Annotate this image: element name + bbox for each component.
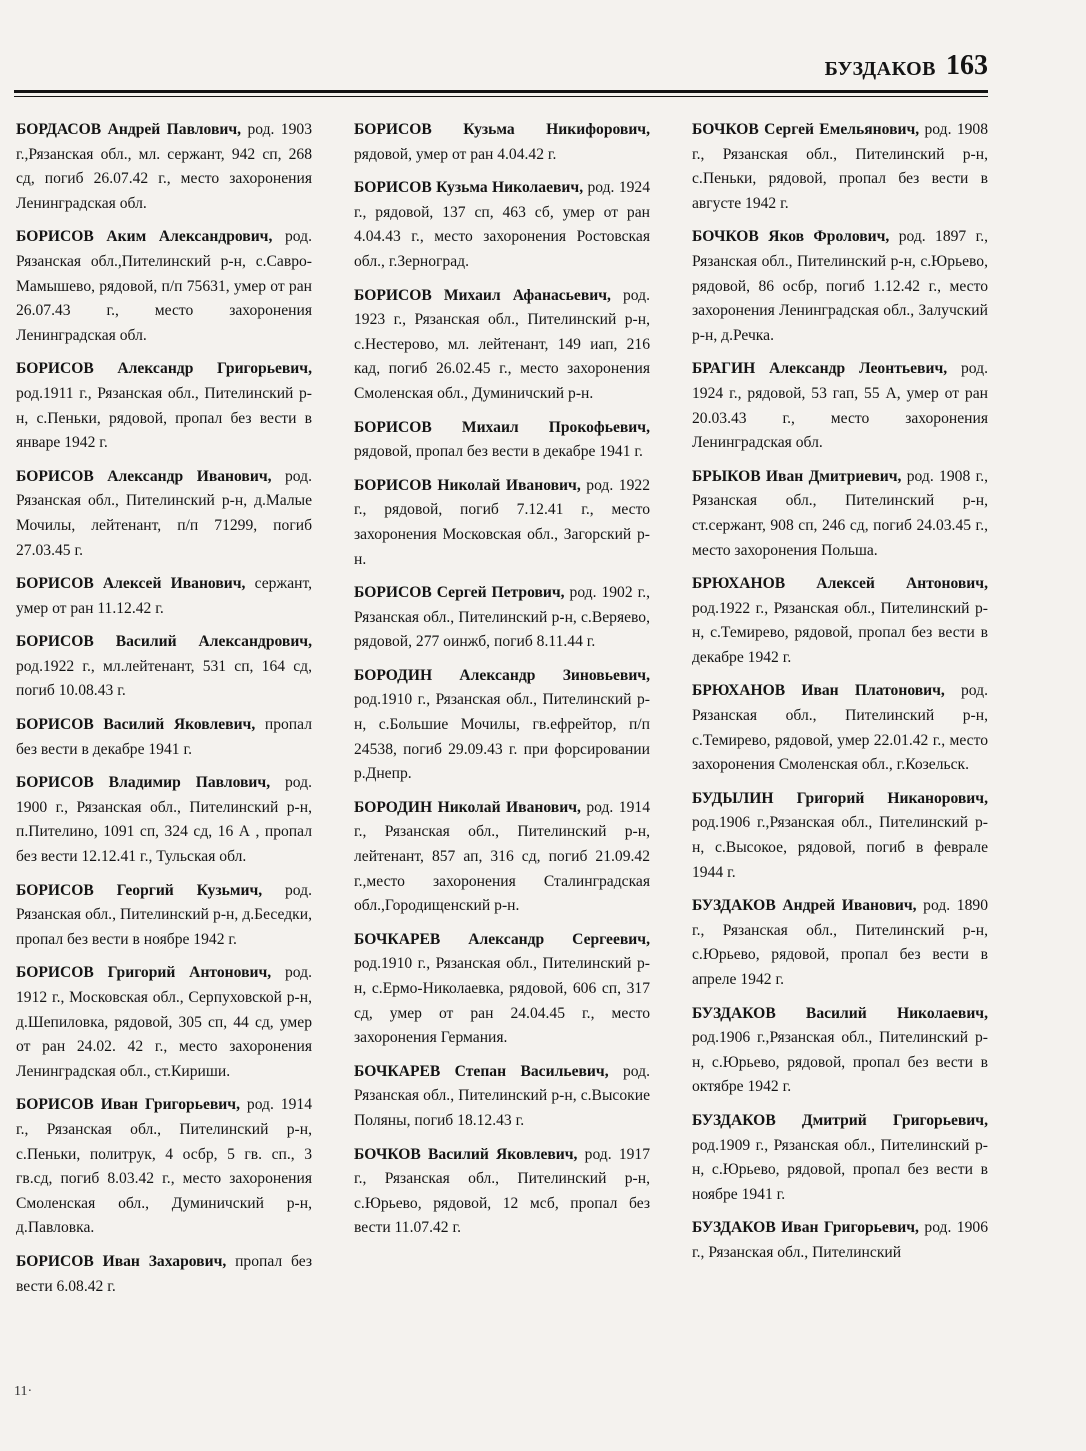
entry-name: БОРИСОВ Кузьма Никифорович, — [354, 121, 650, 138]
entry-text: род. 1903 г.,Рязанская обл., мл. сержант, 942 сп, 268 сд, погиб 26.07.42 г., место захоронения Ленинградская обл. — [16, 121, 312, 212]
entry-text: род.1909 г., Рязанская обл., Пителинский р-н, с.Юрьево, рядовой, пропал без вести в ноябре 1941 г. — [692, 1136, 988, 1203]
entry-name: БОРИСОВ Василий Яковлевич, — [16, 716, 256, 734]
text-columns — [16, 118, 988, 1358]
entry-text: род.1910 г., Рязанская обл., Пителинский р-н, с.Большие Мочилы, гв.ефрейтор, п/п 24538, погиб 29.09.43 г. при форсировании р.Днепр. — [354, 691, 650, 783]
entry-name: БРЮХАНОВ Алексей Антонович, — [692, 575, 988, 593]
entry-name: БОРИСОВ Михаил Прокофьевич, — [354, 418, 650, 436]
entry-name: БОРДАСОВ Андрей Павлович, — [16, 121, 242, 138]
entry-name: БОЧКАРЕВ Степан Васильевич, — [354, 1062, 609, 1080]
entry — [692, 894, 988, 992]
entry — [16, 572, 312, 621]
entry-name: БОЧКОВ Сергей Емельянович, — [692, 121, 920, 138]
entry — [692, 357, 988, 455]
entry-name: БУДЫЛИН Григорий Никанорович, — [692, 789, 988, 807]
entry-text: пропал без вести 6.08.42 г. — [16, 1252, 312, 1295]
entry — [16, 961, 312, 1084]
entry — [692, 787, 988, 885]
entry-text: род.1911 г., Рязанская обл., Пителинский р-н, с.Пеньки, рядовой, пропал без вести в январе 1942 г. — [16, 384, 312, 452]
entry — [354, 474, 650, 572]
entry-name: БРЮХАНОВ Иван Платонович, — [692, 682, 945, 700]
entry-name: БОРИСОВ Сергей Петрович, — [354, 584, 565, 602]
entry-name: БУЗДАКОВ Дмитрий Григорьевич, — [692, 1111, 988, 1129]
entry-text: род. 1923 г., Рязанская обл., Пителинский р-н, с.Нестерово, мл. лейтенант, 149 иап, 216 кад, погиб 26.02.45 г., место захоронения Смоленская обл., Думиничский р-н. — [354, 286, 650, 402]
entry-text: род. 1908 г., Рязанская обл., Пителинский р-н, с.Пеньки, рядовой, пропал без вести в августе 1942 г. — [692, 121, 989, 212]
column-1 — [16, 118, 312, 1358]
entry — [16, 771, 312, 869]
header-rule-thin — [14, 96, 988, 97]
entry-text: рядовой, пропал без вести в декабре 1941 г. — [354, 443, 643, 461]
entry-name: БОРИСОВ Георгий Кузьмич, — [16, 881, 263, 899]
entry-name: БОРИСОВ Александр Иванович, — [16, 467, 272, 485]
entry — [692, 572, 988, 670]
entry-text: род. Рязанская обл., Пителинский р-н, с.Темирево, рядовой, умер 22.01.42 г., место захоронения Смоленская обл., г.Козельск. — [692, 682, 988, 774]
column-3 — [692, 118, 988, 1358]
footer-mark: 11· — [14, 1384, 33, 1399]
entry-name: БОРИСОВ Аким Александрович, — [16, 228, 273, 246]
entry — [354, 581, 650, 655]
entry — [354, 796, 650, 919]
entry-name: БУЗДАКОВ Иван Григорьевич, — [692, 1219, 919, 1237]
entry-name: БРАГИН Александр Леонтьевич, — [692, 360, 948, 378]
running-head: БУЗДАКОВ — [824, 58, 936, 80]
entry — [16, 1093, 312, 1241]
entry-name: БОРИСОВ Алексей Иванович, — [16, 575, 246, 593]
entry — [16, 713, 312, 762]
entry-text: род. 1902 г., Рязанская обл., Пителинский р-н, с.Веряево, рядовой, 277 оинжб, погиб 8.11.44 г. — [354, 584, 651, 651]
header-rule — [14, 90, 988, 93]
entry-text: род.1906 г.,Рязанская обл., Пителинский р-н, с.Юрьево, рядовой, пропал без вести в октябре 1942 г. — [692, 1029, 988, 1096]
entry — [354, 664, 650, 787]
entry — [692, 1216, 988, 1265]
entry-text: род. 1890 г., Рязанская обл., Пителинский р-н, с.Юрьево, рядовой, пропал без вести в апреле 1942 г. — [692, 897, 988, 988]
entry-name: БОРИСОВ Кузьма Николаевич, — [354, 179, 584, 197]
entry — [354, 1143, 650, 1241]
entry-text: род. 1924 г., рядовой, 137 сп, 463 сб, умер от ран 4.04.43 г., место захоронения Ростовская обл., г.Зерноград. — [354, 179, 651, 270]
entry-text: сержант, умер от ран 11.12.42 г. — [16, 575, 313, 617]
entry-text: род. 1912 г., Московская обл., Серпуховской р-н, д.Шепиловка, рядовой, 305 сп, 44 сд, умер от ран 24.02. 42 г., место захоронения Ленинградская обл., ст.Кириши. — [16, 964, 312, 1080]
entry-name: БОРИСОВ Александр Григорьевич, — [16, 360, 312, 378]
entry — [354, 928, 650, 1051]
entry-text: род. 1897 г., Рязанская обл., Пителинский р-н, с.Юрьево, рядовой, 86 осбр, погиб 1.12.42 г., место захоронения Ленинградская обл., Залучский р-н, д.Речка. — [692, 228, 989, 344]
entry-name: БОРИСОВ Николай Иванович, — [354, 476, 581, 494]
entry-text: пропал без вести в декабре 1941 г. — [16, 716, 312, 758]
entry — [354, 176, 650, 274]
entry-name: БОЧКОВ Василий Яковлевич, — [354, 1145, 578, 1163]
entry — [692, 225, 988, 348]
entry — [354, 118, 650, 167]
entry-text: род. 1906 г., Рязанская обл., Пителинский — [692, 1219, 988, 1261]
entry-text: род. Рязанская обл.,Пителинский р-н, с.Савро-Мамышево, рядовой, п/п 75631, умер от ран 26.07.43 г., место захоронения Ленинградская обл. — [16, 228, 312, 344]
entry — [16, 357, 312, 455]
entry-name: БОЧКАРЕВ Александр Сергеевич, — [354, 930, 650, 948]
entry-name: БУЗДАКОВ Василий Николаевич, — [692, 1004, 988, 1022]
entry — [16, 630, 312, 704]
entry-text: род.1906 г.,Рязанская обл., Пителинский р-н, с.Высокое, рядовой, погиб в феврале 1944 г. — [692, 814, 988, 881]
entry — [16, 118, 312, 216]
entry-name: БОРИСОВ Григорий Антонович, — [16, 964, 272, 982]
entry-text: род.1910 г., Рязанская обл., Пителинский р-н, с.Ермо-Николаевка, рядовой, 606 сп, 317 сд, умер от ран 24.04.45 г., место захоронения Германия. — [354, 955, 650, 1047]
entry-name: БОРИСОВ Иван Захарович, — [16, 1252, 227, 1270]
entry-name: БОЧКОВ Яков Фролович, — [692, 228, 890, 246]
entry-text: род. 1914 г., Рязанская обл., Пителинский р-н, с.Пеньки, политрук, 4 осбр, 5 гв. сп., 3 гв.сд, погиб 8.03.42 г., место захоронения Смоленская обл., Думиничский р-н, д.Павловка. — [16, 1096, 312, 1237]
entry-name: БРЫКОВ Иван Дмитриевич, — [692, 467, 902, 485]
entry — [692, 465, 988, 563]
entry — [354, 416, 650, 465]
column-2 — [354, 118, 650, 1358]
entry — [16, 879, 312, 953]
page-header — [14, 50, 988, 94]
entry — [692, 1109, 988, 1207]
entry-name: БОРОДИН Александр Зиновьевич, — [354, 666, 650, 684]
entry — [692, 679, 988, 777]
entry — [16, 225, 312, 348]
entry-text: род. 1900 г., Рязанская обл., Пителинский р-н, п.Пителино, 1091 сп, 324 сд, 16 А , пропал без вести 12.12.41 г., Тульская обл. — [16, 774, 312, 866]
entry — [16, 1250, 312, 1299]
entry-text: род.1922 г., мл.лейтенант, 531 сп, 164 сд, погиб 10.08.43 г. — [16, 657, 312, 700]
entry-text: род. 1914 г., Рязанская обл., Пителинский р-н, лейтенант, 857 ап, 316 сд, погиб 21.09.42 г.,место захоронения Сталинградская обл.,Городищенский р-н. — [354, 798, 650, 915]
entry-name: БУЗДАКОВ Андрей Иванович, — [692, 897, 917, 915]
entry — [692, 118, 988, 216]
entry — [692, 1002, 988, 1100]
entry-text: род. 1922 г., рядовой, погиб 7.12.41 г., место захоронения Московская обл., Загорский р-н. — [354, 476, 650, 568]
entry-text: род.1922 г., Рязанская обл., Пителинский р-н, с.Темирево, рядовой, пропал без вести в декабре 1942 г. — [692, 599, 988, 666]
entry-name: БОРИСОВ Иван Григорьевич, — [16, 1096, 240, 1114]
entry — [354, 1060, 650, 1134]
entry-text: рядовой, умер от ран 4.04.42 г. — [354, 145, 557, 163]
page-number: 163 — [946, 50, 988, 81]
entry-text: род. Рязанская обл., Пителинский р-н, д.Малые Мочилы, лейтенант, п/п 71299, погиб 27.03.45 г. — [16, 467, 312, 559]
entry-text: род. Рязанская обл., Пителинский р-н, д.Беседки, пропал без вести в ноябре 1942 г. — [16, 881, 312, 948]
entry-name: БОРИСОВ Владимир Павлович, — [16, 774, 271, 792]
entry-text: род. 1917 г., Рязанская обл., Пителинский р-н, с.Юрьево, рядовой, 12 мсб, пропал без вести 11.07.42 г. — [354, 1145, 651, 1237]
entry-name: БОРОДИН Николай Иванович, — [354, 798, 581, 816]
entry-name: БОРИСОВ Михаил Афанасьевич, — [354, 286, 611, 304]
entry-name: БОРИСОВ Василий Александрович, — [16, 633, 312, 651]
entry — [354, 284, 650, 407]
entry-text: род. 1908 г., Рязанская обл., Пителинский р-н, ст.сержант, 908 сп, 246 сд, погиб 24.03.45 г., место захоронения Польша. — [692, 467, 988, 559]
entry-text: род. 1924 г., рядовой, 53 гап, 55 А, умер от ран 20.03.43 г., место захоронения Ленинградская обл. — [692, 360, 988, 452]
entry — [16, 465, 312, 563]
entry-text: род. Рязанская обл., Пителинский р-н, с.Высокие Поляны, погиб 18.12.43 г. — [354, 1062, 650, 1129]
